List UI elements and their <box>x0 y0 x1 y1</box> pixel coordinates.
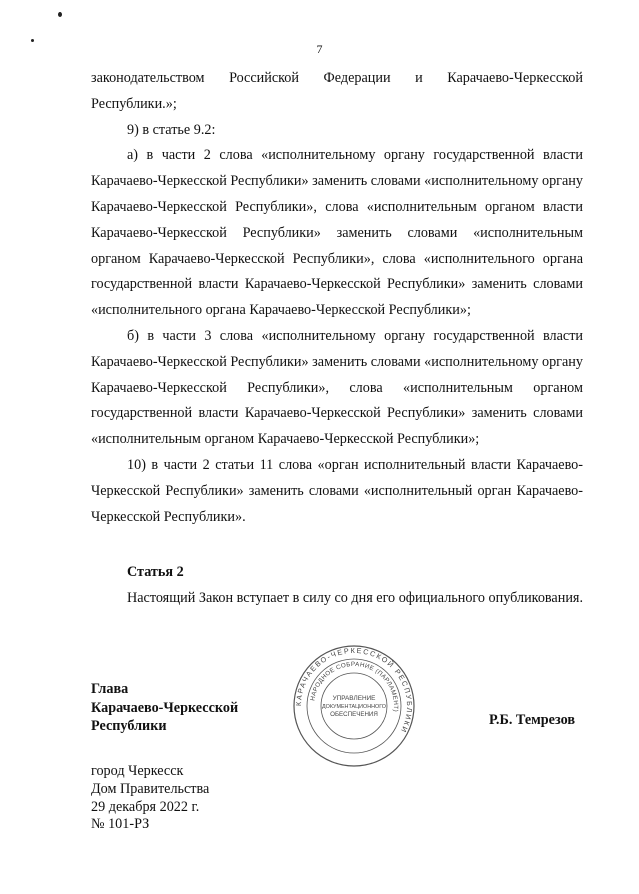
seal-center-line3: ОБЕСПЕЧЕНИЯ <box>330 711 378 718</box>
article-text: Настоящий Закон вступает в силу со дня его официального опубликования. <box>127 590 583 607</box>
signature-title-line: Карачаево-Черкесской <box>91 699 239 716</box>
signatory-name: Р.Б. Темрезов <box>489 712 576 728</box>
scan-speck <box>58 12 62 17</box>
paragraph-item-9b: б) в части 3 слова «исполнительному органу государственной власти Карачаево-Черкесской Республики» заменить словами «исполнительному органу Карачаево-Черкесской Республики», слова «исполнительным органом государственной власти Карачаево-Черкесской Республики» заменить словами «исполнительным органом Карачаево-Черкесской Республики»; <box>91 327 583 448</box>
place-and-date <box>91 763 209 834</box>
official-seal <box>292 644 416 768</box>
paragraph-item-9a: а) в части 2 слова «исполнительному органу государственной власти Карачаево-Черкесской Республики» заменить словами «исполнительному органу Карачаево-Черкесской Республики», слова «исполнительным органом власти Карачаево-Черкесской Республики» заменить словами «исполнительным органом Карачаево-Черкесской Республики», слова «исполнительного органа государственной власти Карачаево-Черкесской Республики» заменить словами «исполнительного органа Карачаево-Черкесской Республики»; <box>91 147 583 319</box>
signature-title-line: Республики <box>91 718 167 734</box>
date: 29 декабря 2022 г. <box>91 798 200 815</box>
article-heading: Статья 2 <box>127 564 184 581</box>
paragraph-item-9: 9) в статье 9.2: <box>127 121 216 138</box>
signature-title-line: Глава <box>91 681 129 697</box>
document-body <box>91 66 583 612</box>
seal-inner-text: НАРОДНОЕ СОБРАНИЕ (ПАРЛАМЕНТ) <box>309 660 400 713</box>
paragraph-item-10: 10) в части 2 статьи 11 слова «орган исполнительный власти Карачаево-Черкесской Республики» заменить словами «исполнительный орган Карачаево-Черкесской Республики». <box>91 456 583 525</box>
seal-outer-text: КАРАЧАЕВО-ЧЕРКЕССКОЙ РЕСПУБЛИКИ <box>293 645 415 736</box>
law-number: № 101-РЗ <box>91 816 150 833</box>
city: город Черкесск <box>91 763 184 779</box>
paragraph-continuation: законодательством Российской Федерации и Карачаево-Черкесской Республики.»; <box>91 70 583 112</box>
seal-center-line1: УПРАВЛЕНИЕ <box>332 695 376 702</box>
seal-center-line2: ДОКУМЕНТАЦИОННОГО <box>322 704 386 710</box>
page-number: 7 <box>316 42 323 56</box>
building: Дом Правительства <box>91 780 210 797</box>
signature-title <box>91 680 238 736</box>
